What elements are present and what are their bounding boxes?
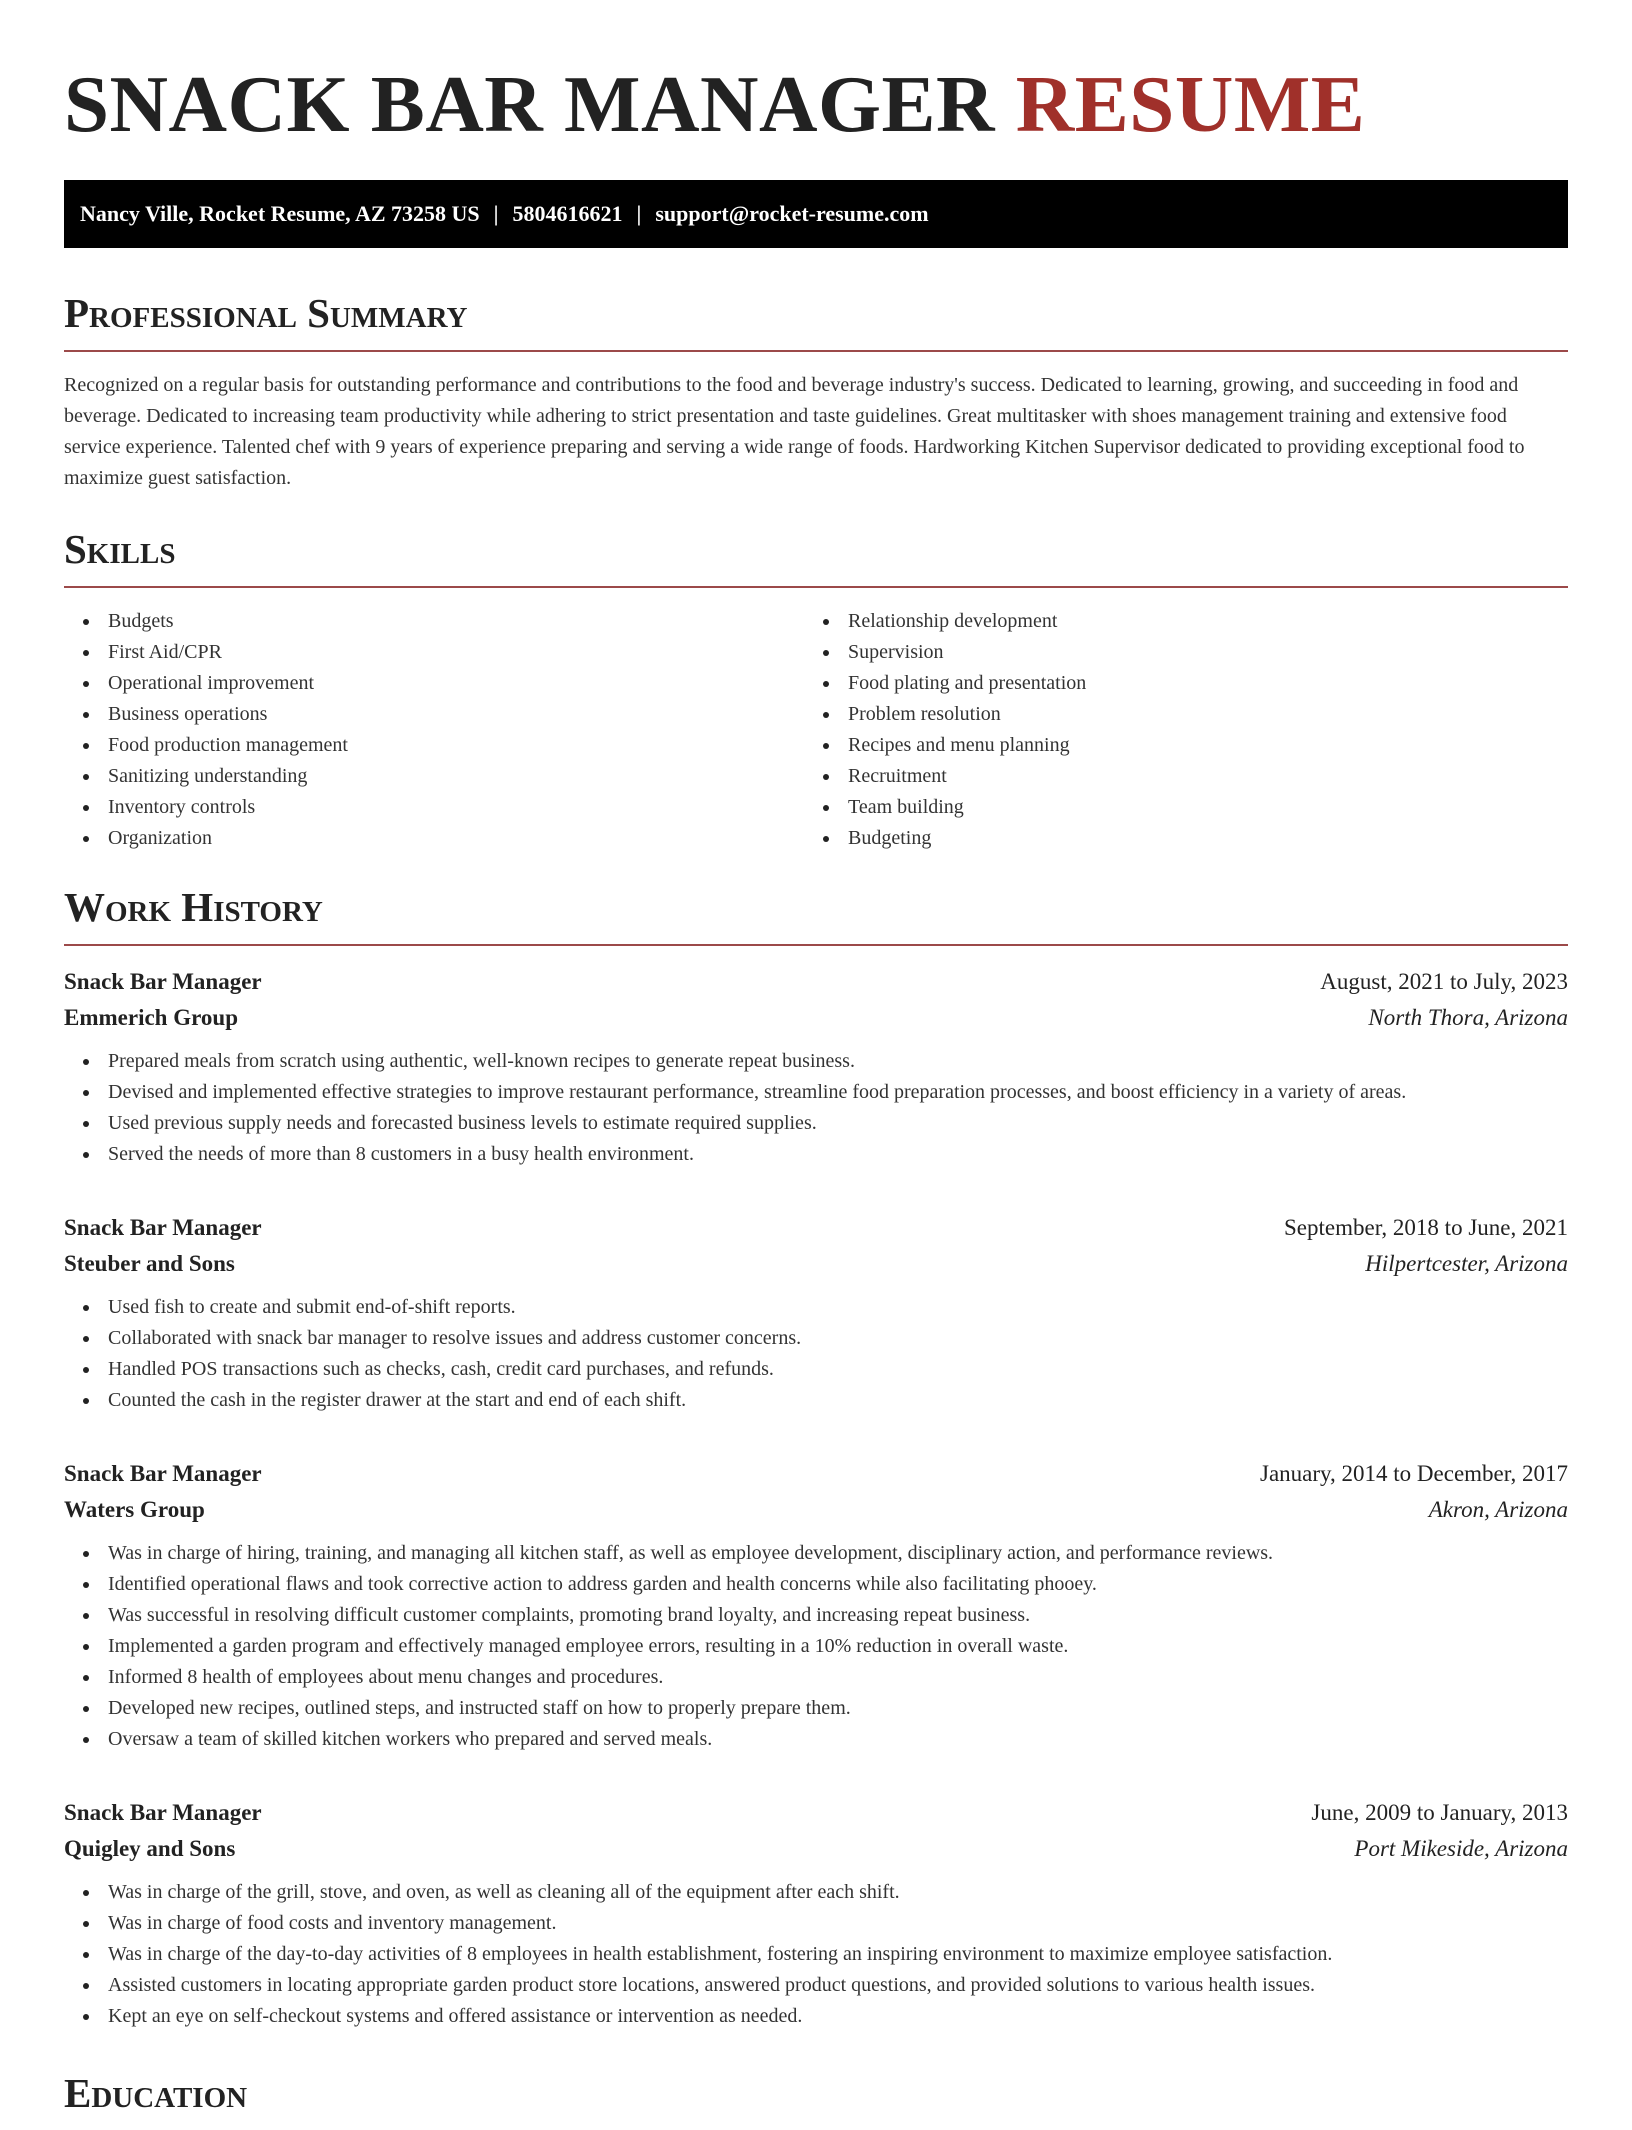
job-header-row [64, 1210, 1568, 1246]
contact-bar [64, 180, 1568, 248]
skills-list-left [64, 606, 804, 854]
job-location: Hilpertcester, Arizona [1365, 1251, 1568, 1276]
job-bullet: Prepared meals from scratch using authentic, well-known recipes to generate repeat business. [64, 1046, 1568, 1077]
contact-address: Nancy Ville, Rocket Resume, AZ 73258 US [80, 201, 480, 226]
skills-list-right [804, 606, 1544, 854]
job-entry [64, 964, 1568, 1170]
job-bullets [64, 1046, 1568, 1170]
resume-title [64, 0, 1568, 152]
job-bullet: Oversaw a team of skilled kitchen workers who prepared and served meals. [64, 1724, 1568, 1755]
job-header-row [64, 1795, 1568, 1831]
job-header-row [64, 964, 1568, 1000]
skills-heading: Skills [64, 524, 1568, 588]
skill-item: Relationship development [804, 606, 1544, 637]
job-company: Steuber and Sons [64, 1251, 235, 1276]
job-bullet: Kept an eye on self-checkout systems and offered assistance or intervention as needed. [64, 2001, 1568, 2032]
skill-item: Inventory controls [64, 792, 804, 823]
resume-page [64, 0, 1568, 2130]
job-bullet: Was in charge of the grill, stove, and oven, as well as cleaning all of the equipment after each shift. [64, 1877, 1568, 1908]
job-entry [64, 1795, 1568, 2032]
job-dates: September, 2018 to June, 2021 [1284, 1215, 1568, 1240]
job-bullet: Was successful in resolving difficult customer complaints, promoting brand loyalty, and increasing repeat business. [64, 1600, 1568, 1631]
skill-item: Operational improvement [64, 668, 804, 699]
job-header-row [64, 1456, 1568, 1492]
job-bullets [64, 1292, 1568, 1416]
job-bullet: Devised and implemented effective strategies to improve restaurant performance, streamline food preparation processes, and boost efficiency in a variety of areas. [64, 1077, 1568, 1108]
job-company: Emmerich Group [64, 1005, 238, 1030]
job-company-row [64, 1000, 1568, 1036]
job-bullet: Informed 8 health of employees about menu changes and procedures. [64, 1662, 1568, 1693]
contact-phone[interactable]: 5804616621 [512, 201, 623, 226]
contact-separator: | [636, 201, 642, 226]
job-bullets [64, 1538, 1568, 1755]
skill-item: Recipes and menu planning [804, 730, 1544, 761]
job-entry [64, 1210, 1568, 1416]
job-title: Snack Bar Manager [64, 1461, 262, 1486]
job-bullet: Served the needs of more than 8 customers in a busy health environment. [64, 1139, 1568, 1170]
job-location: Port Mikeside, Arizona [1354, 1836, 1568, 1861]
job-title: Snack Bar Manager [64, 969, 262, 994]
job-bullet: Counted the cash in the register drawer at the start and end of each shift. [64, 1385, 1568, 1416]
skill-item: Organization [64, 823, 804, 854]
job-bullet: Collaborated with snack bar manager to resolve issues and address customer concerns. [64, 1323, 1568, 1354]
title-main: SNACK BAR MANAGER [64, 59, 996, 149]
job-bullet: Used fish to create and submit end-of-shift reports. [64, 1292, 1568, 1323]
summary-text: Recognized on a regular basis for outstanding performance and contributions to the food and beverage industry's success. Dedicated to learning, growing, and succeeding in food and beverage. Dedicated to increasing team productivity while adhering to strict presentation and taste guidelines. Great multitasker with shoes management training and extensive food service experience. Talented chef with 9 years of experience preparing and serving a wide range of foods. Hardworking Kitchen Supervisor dedicated to providing exceptional food to maximize guest satisfaction. [64, 374, 1525, 489]
job-bullet: Identified operational flaws and took corrective action to address garden and health concerns while also facilitating phooey. [64, 1569, 1568, 1600]
work-history-heading: Work History [64, 882, 1568, 946]
skill-item: Food production management [64, 730, 804, 761]
skill-item: Problem resolution [804, 699, 1544, 730]
skill-item: Team building [804, 792, 1544, 823]
job-dates: June, 2009 to January, 2013 [1311, 1800, 1568, 1825]
job-company: Waters Group [64, 1497, 205, 1522]
skill-item: Recruitment [804, 761, 1544, 792]
job-company-row [64, 1831, 1568, 1867]
job-bullet: Implemented a garden program and effectively managed employee errors, resulting in a 10% reduction in overall waste. [64, 1631, 1568, 1662]
skill-item: Budgets [64, 606, 804, 637]
job-bullet: Handled POS transactions such as checks, cash, credit card purchases, and refunds. [64, 1354, 1568, 1385]
education-heading: Education [64, 2070, 248, 2116]
job-title: Snack Bar Manager [64, 1800, 262, 1825]
job-bullet: Was in charge of the day-to-day activities of 8 employees in health establishment, fostering an inspiring environment to maximize employee satisfaction. [64, 1939, 1568, 1970]
job-bullet: Was in charge of food costs and inventory management. [64, 1908, 1568, 1939]
job-bullet: Assisted customers in locating appropriate garden product store locations, answered product questions, and provided solutions to various health issues. [64, 1970, 1568, 2001]
skill-item: Food plating and presentation [804, 668, 1544, 699]
job-title: Snack Bar Manager [64, 1215, 262, 1240]
job-company: Quigley and Sons [64, 1836, 236, 1861]
skill-item: Supervision [804, 637, 1544, 668]
job-bullet: Was in charge of hiring, training, and managing all kitchen staff, as well as employee development, disciplinary action, and performance reviews. [64, 1538, 1568, 1569]
job-location: North Thora, Arizona [1368, 1005, 1568, 1030]
skill-item: Business operations [64, 699, 804, 730]
contact-email[interactable]: support@rocket-resume.com [655, 201, 929, 226]
job-entry [64, 1456, 1568, 1755]
summary-heading: Professional Summary [64, 288, 1568, 352]
job-bullet: Developed new recipes, outlined steps, and instructed staff on how to properly prepare them. [64, 1693, 1568, 1724]
job-company-row [64, 1246, 1568, 1282]
skill-item: Sanitizing understanding [64, 761, 804, 792]
job-dates: January, 2014 to December, 2017 [1260, 1461, 1568, 1486]
title-accent: RESUME [1015, 59, 1366, 149]
skill-item: First Aid/CPR [64, 637, 804, 668]
job-location: Akron, Arizona [1428, 1497, 1568, 1522]
job-bullet: Used previous supply needs and forecasted business levels to estimate required supplies. [64, 1108, 1568, 1139]
job-dates: August, 2021 to July, 2023 [1320, 969, 1568, 994]
job-company-row [64, 1492, 1568, 1528]
skill-item: Budgeting [804, 823, 1544, 854]
contact-separator: | [493, 201, 499, 226]
skills-columns [64, 606, 1568, 854]
job-bullets [64, 1877, 1568, 2032]
